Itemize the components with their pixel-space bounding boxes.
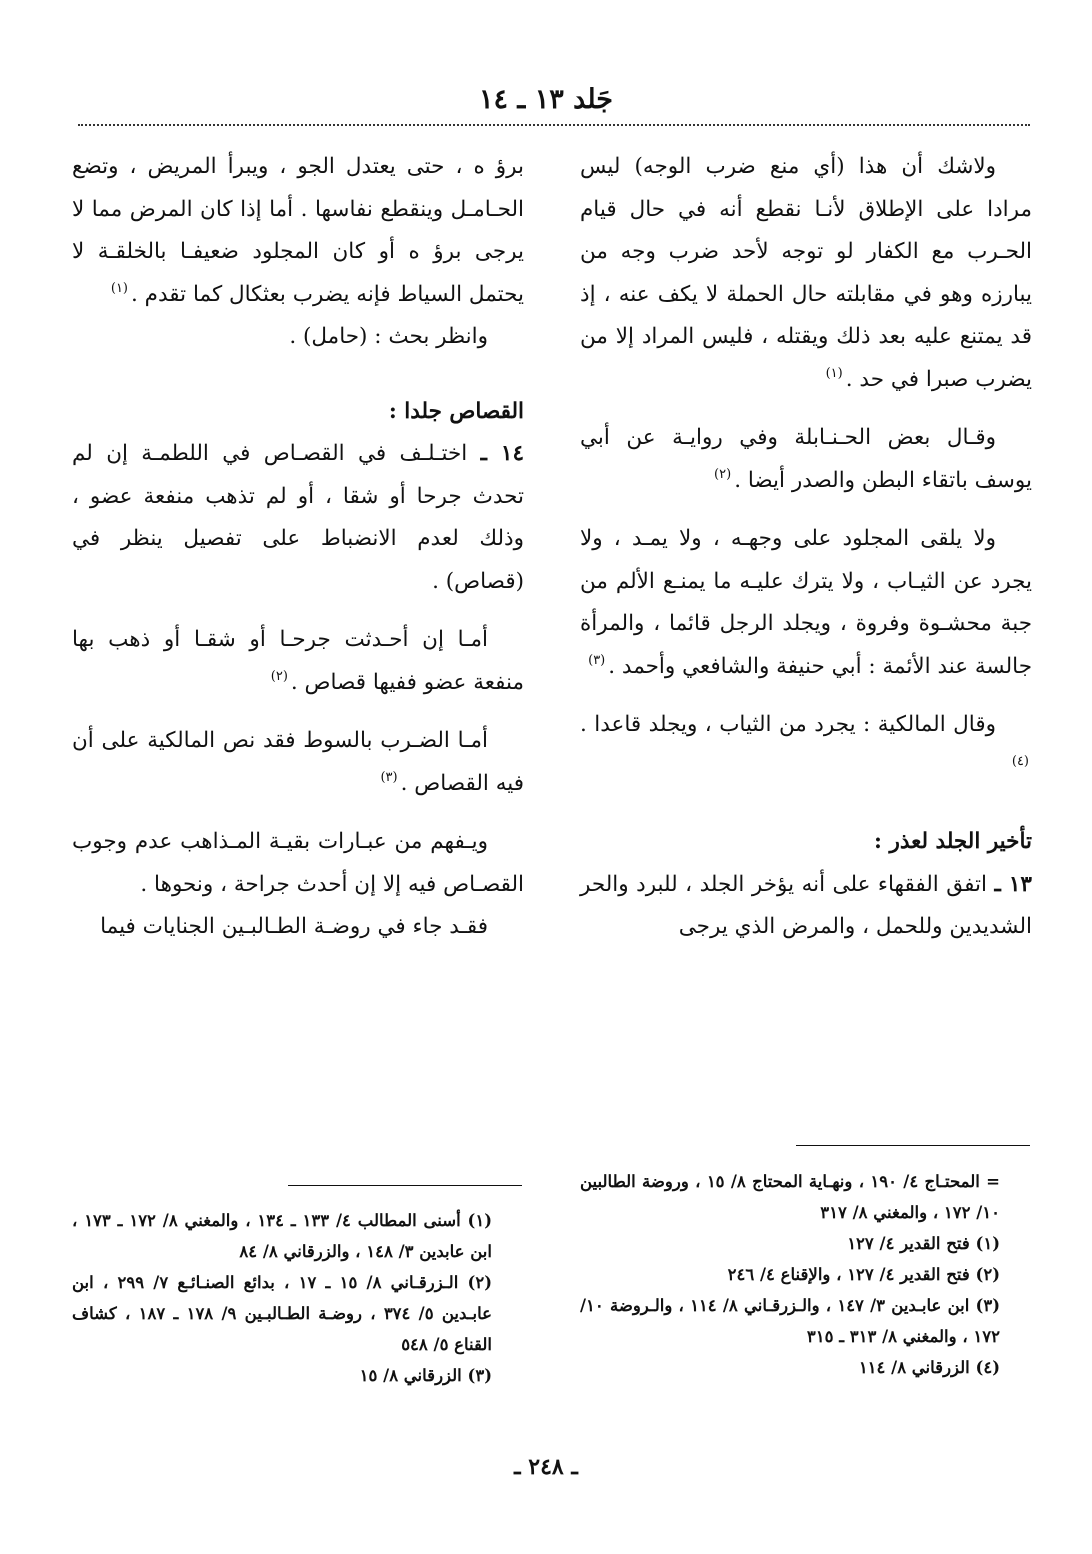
see-also: وانظر بحث : (حامل) . [289,324,488,349]
paragraph [580,146,1032,401]
paragraph-text: وقـال بعض الحـنـابلة وفي روايـة عن أبي يوسف باتقاء البطن والصدر أيضا . [580,425,1032,493]
section-number: ١٣ ـ [994,871,1032,897]
paragraph [72,906,524,949]
footnote: (٣) ابن عابـدين ٣/ ١٤٧ ، والـزرقـاني ٨/ ١١٤ ، والـروضة ١٠/ ١٧٢ ، والمغني ٨/ ٣١٣ ـ ٣١٥ [580,1296,1001,1346]
paragraph-text: وقال المالكية : يجرد من الثياب ، ويجلد قاعدا . [580,712,996,737]
right-column [580,146,1032,949]
footnote: (١) أسنى المطالب ٤/ ١٣٣ ـ ١٣٤ ، والمغني ٨/ ١٧٢ ـ ١٧٣ ، ابن عابدين ٣/ ١٤٨ ، والزرقاني ٨/ ٨٤ [72,1211,493,1261]
footnote: (٢) الـزرقـاني ٨/ ١٥ ـ ١٧ ، بدائع الصنـائـع ٧/ ٢٩٩ ، ابن عابـدين ٥/ ٣٧٤ ، روضـة الطـالبـين ٩/ ١٧٨ ـ ١٨٧ ، كشاف القناع ٥/ ٥٤٨ [72,1273,492,1354]
paragraph-text: ولاشك أن هذا (أي منع ضرب الوجه) ليس مرادا على الإطلاق لأنـا نقطع أنه في حال قيام الحـرب مع الكفار لو توجه لأحد ضرب وجه من يبارزه وهو في مقابلته حال الحملة لا يكف عنه ، إذ قد يمتنع عليه بعد ذلك ويقتله ، فليس المراد إلا من يضرب صبرا في حد . [580,154,1032,392]
paragraph [580,417,1032,502]
section-heading: تأخير الجلد لعذر : [874,829,1032,854]
footnote: (٢) فتح القدير ٤/ ١٢٧ ، والإقناع ٤/ ٢٤٦ [727,1265,1000,1284]
page-number: ـ ٢٤٨ ـ [514,1454,578,1480]
paragraph [72,720,524,805]
footnote-ref: (٢) [270,669,288,685]
footnote-ref: (٣) [380,770,398,786]
footnote-ref: (١) [110,281,128,297]
footnote: (٣) الزرقاني ٨/ ١٥ [359,1366,492,1385]
section-paragraph [580,864,1032,949]
footnote-ref: (٣) [588,653,606,669]
paragraph [72,821,524,906]
footnotes-left [72,1205,524,1391]
footnote-ref: (٤) [1011,754,1029,770]
paragraph [72,619,524,704]
paragraph-text: اتفق الفقهاء على أنه يؤخر الجلد ، للبرد والحر الشديدين وللحمل ، والمرض الذي يرجى [580,871,1032,939]
paragraph-text: أمـا الضـرب بالسوط فقد نص المالكية على أن فيه القصاص . [72,728,524,796]
footnote: = المحتـاج ٤/ ١٩٠ ، ونهـاية المحتاج ٨/ ١٥ ، وروضة الطالبين ١٠/ ١٧٢ ، والمغني ٨/ ٣١٧ [580,1172,1000,1222]
paragraph-text: فقـد جاء في روضـة الطـالبـين الجنايات فيما [100,914,488,939]
section-number: ١٤ ـ [480,441,524,466]
paragraph [580,518,1032,688]
paragraph-text: اختـلـف في القصـاص في اللطمـة إن لم تحدث جرحا أو شقا ، أو لم تذهب منفعة عضو ، وذلك لعدم الانضباط على تفصيل ينظر في (قصاص) . [72,441,524,594]
paragraph-text: أمـا إن أحـدثت جرحـا أو شقـا أو ذهب بها منفعة عضو ففيها قصاص . [72,627,524,695]
paragraph [580,704,1032,789]
footnote: (١) فتح القدير ٤/ ١٢٧ [847,1234,1000,1253]
left-column [72,146,524,949]
paragraph-text: ولا يلقى المجلود على وجهـه ، ولا يمـد ، ولا يجرد عن الثيـاب ، ولا يترك عليـه ما يمنـع الألم من جبة محشـوة وفروة ، ويجلد الرجل قائما ، والمرأة جالسة عند الأئمة : أبي حنيفة والشافعي وأحمد . [580,526,1032,679]
paragraph-text: برؤ ه ، حتى يعتدل الجو ، ويبرأ المريض ، وتضع الحـامـل وينقطع نفاسها . أما إذا كان المرض مما لا يرجى برؤ ه أو كان المجلود ضعيفـا بالخلقـة لا يحتمل السياط فإنه يضرب بعثكال كما تقدم . [72,154,524,307]
paragraph [72,146,524,316]
footnote-ref: (١) [825,366,843,382]
paragraph-text: ويـفهم من عبـارات بقيـة المـذاهب عدم وجوب القصـاص فيه إلا إن أحدث جراحة ، ونحوها . [72,829,524,897]
footnote-rule [796,1145,1030,1146]
running-header: جَلد ١٣ ـ ١٤ [479,84,613,115]
footnote-ref: (٢) [714,467,732,483]
footnotes-right [580,1166,1032,1383]
section-paragraph [72,433,524,603]
section-heading: القصاص جلدا : [388,398,524,424]
footnote-rule [288,1185,522,1186]
footnote: (٤) الزرقاني ٨/ ١١٤ [858,1358,1000,1377]
header-dotted-rule [78,124,1030,126]
